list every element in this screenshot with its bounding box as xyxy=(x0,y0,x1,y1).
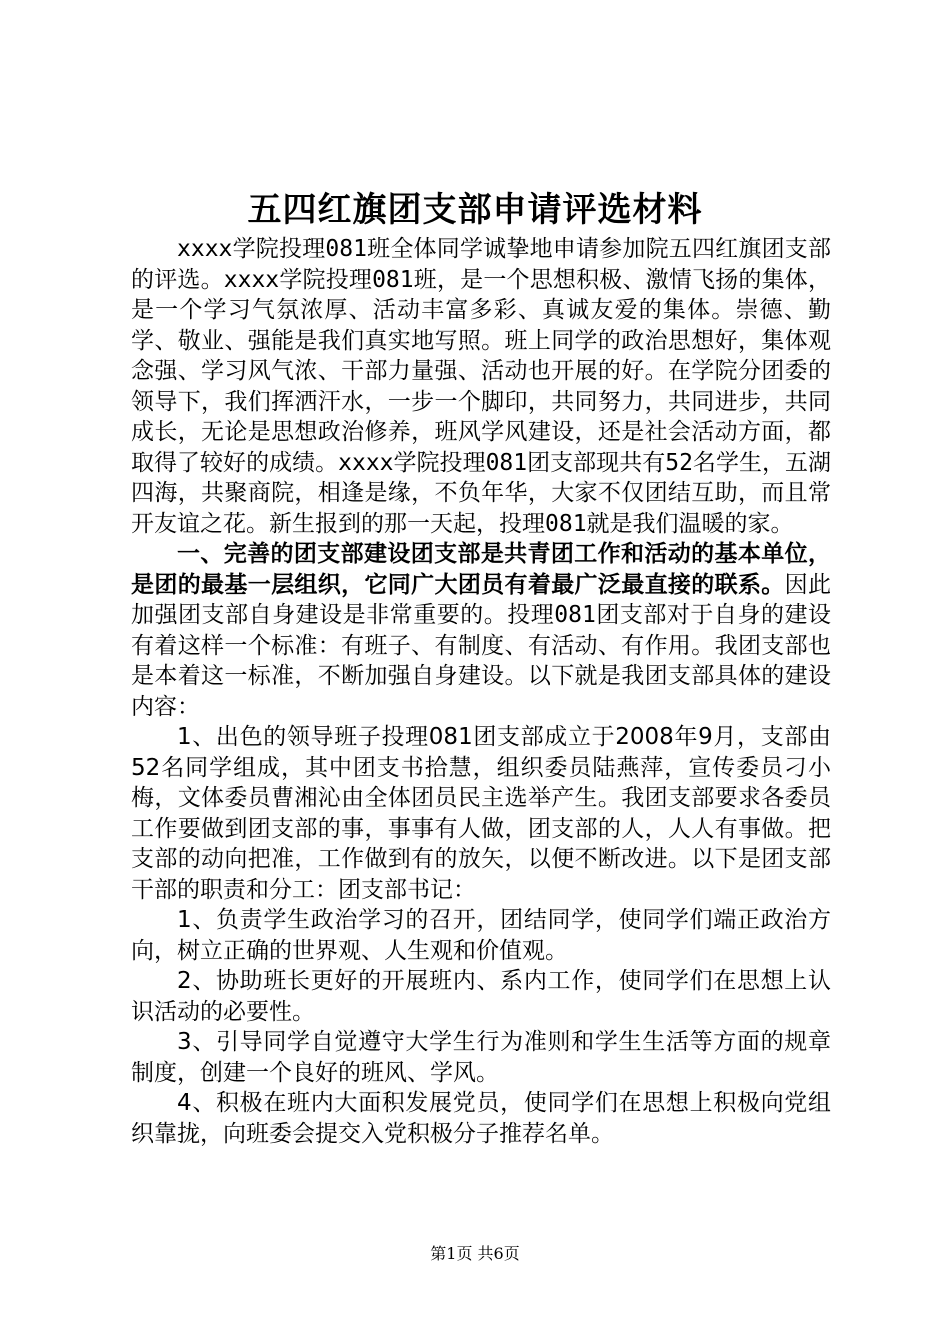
document-body xyxy=(131,234,831,1149)
paragraph-lead: 一、完善的团支部建设团支部是共青团工作和活动的基本单位，是团的最基一层组织，它同广大团员有着最广泛最直接的联系。 xyxy=(131,541,831,598)
paragraph-text: 1、负责学生政治学习的召开，团结同学，使同学们端正政治方向，树立正确的世界观、人生观和价值观。 xyxy=(131,907,831,964)
paragraph-duty-1 xyxy=(131,905,831,966)
paragraph-text: 3、引导同学自觉遵守大学生行为准则和学生生活等方面的规章制度，创建一个良好的班风、学风。 xyxy=(131,1029,831,1086)
paragraph-section-one xyxy=(131,539,831,722)
paragraph-text: 我团支部要求各委员工作要做到团支部的事，事事有人做，团支部的人，人人有事做。把支部的动向把准，工作做到有的放矢，以便不断改进。以下是团支部干部的职责和分工：团支部书记： xyxy=(131,785,832,903)
page-footer: 第1页 共6页 xyxy=(430,1244,520,1263)
document-title: 五四红旗团支部申请评选材料 xyxy=(247,190,703,230)
paragraph-duty-2 xyxy=(131,966,831,1027)
paragraph-text: xxxx学院投理081班全体同学诚挚地申请参加院五四红旗团支部的评选。xxxx学院投理081班，是一个思想积极、激情飞扬的集体，是一个学习气氛浓厚、活动丰富多彩、真诚友爱的集体。崇德、勤学、敬业、强能是我们真实地写照。班上同学的政治思想好，集体观念强、学习风气浓、干部力量强、活动也开展的好。在学院分团委的领导下，我们挥洒汗水，一步一个脚印，共同努力，共同进步，共同成长，无论是思想政治修养，班风学风建设，还是社会活动方面，都取得了较好的成绩。xxxx学院投理081团支部现共有52名学生，五湖四海，共聚商院，相逢是缘，不负年华，大家不仅团结互助，而且常开友谊之花。新生报到的那一天起，投理081就是我们温暖的家。 xyxy=(131,236,831,537)
paragraph-text: 因此加强团支部自身建设是非常重要的。投理081团支部对于自身的建设有着这样一个标准：有班子、有制度、有活动、有作用。我团支部也是本着这一标准，不断加强自身建设。以下就是我团支部具体的建设内容： xyxy=(131,571,832,720)
paragraph-lead: 1、出色的领导班子投理081团支部成立于2008年9月，支部由52名同学组成，其中团支书拾慧，组织委员陆燕萍，宣传委员刁小梅，文体委员曹湘沁由全体团员民主选举产生。 xyxy=(131,724,831,811)
paragraph-intro xyxy=(131,234,831,539)
paragraph-duty-3 xyxy=(131,1027,831,1088)
paragraph-duty-4 xyxy=(131,1088,831,1149)
paragraph-text: 2、协助班长更好的开展班内、系内工作，使同学们在思想上认识活动的必要性。 xyxy=(131,968,831,1025)
paragraph-leadership xyxy=(131,722,831,905)
paragraph-text: 4、积极在班内大面积发展党员，使同学们在思想上积极向党组织靠拢，向班委会提交入党积极分子推荐名单。 xyxy=(131,1090,831,1147)
